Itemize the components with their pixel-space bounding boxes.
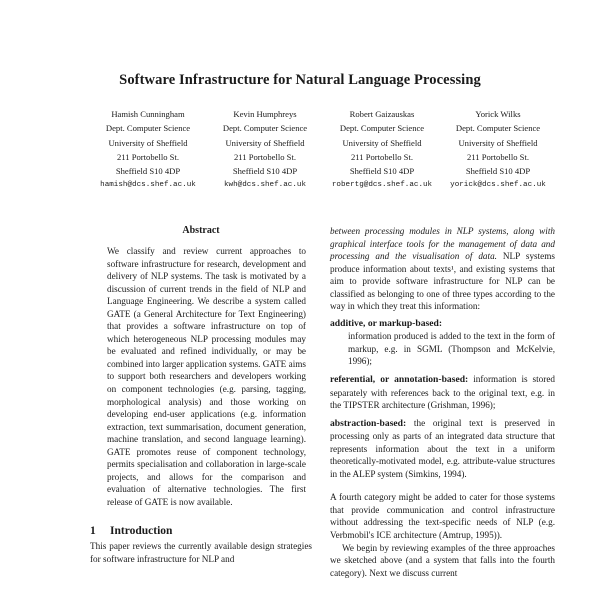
author-email: yorick@dcs.shef.ac.uk — [450, 181, 546, 190]
section-title: Introduction — [110, 525, 173, 538]
author-dept: Dept. Computer Science — [105, 123, 191, 134]
author-city: Sheffield S10 4DP — [232, 166, 298, 177]
author-dept: Dept. Computer Science — [455, 123, 541, 134]
definition-body-abstraction: the original text is preserved in processing only as parts of an integrated data structure that represents information about the text in a uniform theoretically-motivated model, e.g. attribute-value structures in the ALEP system (Simkins, 1994). — [330, 417, 555, 479]
author-4 — [438, 107, 558, 193]
right-paragraph-3: We begin by reviewing examples of the three approaches we sketched above (and a system that falls into the fourth category). Next we discuss current — [330, 542, 555, 578]
author-block — [88, 107, 560, 190]
lead-italic: between processing modules in NLP systems, along with graphical interface tools for the management of data and processing and the visualisation of data. — [330, 226, 555, 262]
author-city: Sheffield S10 4DP — [349, 166, 415, 177]
author-dept: Dept. Computer Science — [339, 123, 425, 134]
definition-body-additive: information produced is added to the text in the form of markup, e.g. in SGML (Thompson and McKelvie, 1996); — [348, 331, 555, 367]
author-dept: Dept. Computer Science — [222, 123, 308, 134]
paper-title: Software Infrastructure for Natural Language Processing — [119, 72, 481, 88]
author-univ: University of Sheffield — [225, 137, 305, 148]
left-column — [90, 225, 312, 566]
definition-body-referential: information is stored separately with references back to the original text, e.g. in the TIPSTER architecture (Grishman, 1996); — [330, 374, 556, 411]
author-3 — [322, 107, 442, 193]
right-paragraph-2: A fourth category might be added to cater for those systems that provide communication and control infrastructure without addressing the text-specific needs of NLP (e.g. Verbmobil's ICE architecture (Amtrup, 1995)). — [330, 492, 555, 541]
author-addr: 211 Portobello St. — [467, 151, 529, 162]
author-univ: University of Sheffield — [458, 137, 538, 148]
author-2 — [205, 107, 325, 193]
author-addr: 211 Portobello St. — [117, 151, 179, 162]
definition-referential — [330, 373, 555, 412]
definition-term-referential: referential, or annotation-based: — [330, 374, 469, 386]
abstract-heading: Abstract — [182, 225, 220, 236]
section-number: 1 — [90, 525, 96, 538]
author-name: Yorick Wilks — [475, 109, 521, 119]
right-column — [330, 225, 555, 579]
author-univ: University of Sheffield — [108, 137, 188, 148]
author-name: Robert Gaizauskas — [349, 109, 415, 119]
intro-text: This paper reviews the currently available design strategies for software infrastructure for NLP and — [90, 541, 312, 565]
definition-abstraction — [330, 417, 555, 481]
author-email: robertg@dcs.shef.ac.uk — [331, 181, 433, 190]
author-email: kwh@dcs.shef.ac.uk — [223, 181, 307, 190]
right-lead-paragraph — [330, 225, 555, 313]
author-univ: University of Sheffield — [342, 137, 422, 148]
lead-rest: NLP systems produce information about texts¹, and existing systems that aim to provide software infrastructure for NLP can be classified as belonging to one of three types according to the way in which they treat this information: — [330, 251, 555, 312]
author-email: hamish@dcs.shef.ac.uk — [100, 181, 196, 190]
author-name: Hamish Cunningham — [111, 109, 185, 119]
author-1 — [88, 107, 208, 193]
author-city: Sheffield S10 4DP — [465, 166, 531, 177]
author-addr: 211 Portobello St. — [351, 151, 413, 162]
definition-term-abstraction: abstraction-based: — [330, 417, 407, 429]
author-name: Kevin Humphreys — [233, 109, 297, 119]
abstract-text: We classify and review current approaches to software infrastructure for research, development and delivery of NLP systems. The task is motivated by a discussion of current trends in the field of NLP and Language Engineering. We describe a system called GATE (a General Architecture for Text Engineering) that provides a software infrastructure on top of which heterogeneous NLP processing modules may be evaluated and refined individually, or may be combined into larger application systems. GATE aims to support both researchers and developers working on component technologies (e.g. parsing, tagging, morphological analysis) and those working on developing end-user applications (e.g. information extraction, text summarisation, document generation, machine translation, and second language learning). GATE promotes reuse of component technology, permits specialisation and collaboration in large-scale projects, and allows for the comparison and evaluation of alternative technologies. The first release of GATE is now available. — [107, 246, 306, 507]
author-addr: 211 Portobello St. — [234, 151, 296, 162]
author-city: Sheffield S10 4DP — [115, 166, 181, 177]
section-heading — [90, 525, 312, 537]
definition-term-additive: additive, or markup-based: — [330, 317, 443, 329]
